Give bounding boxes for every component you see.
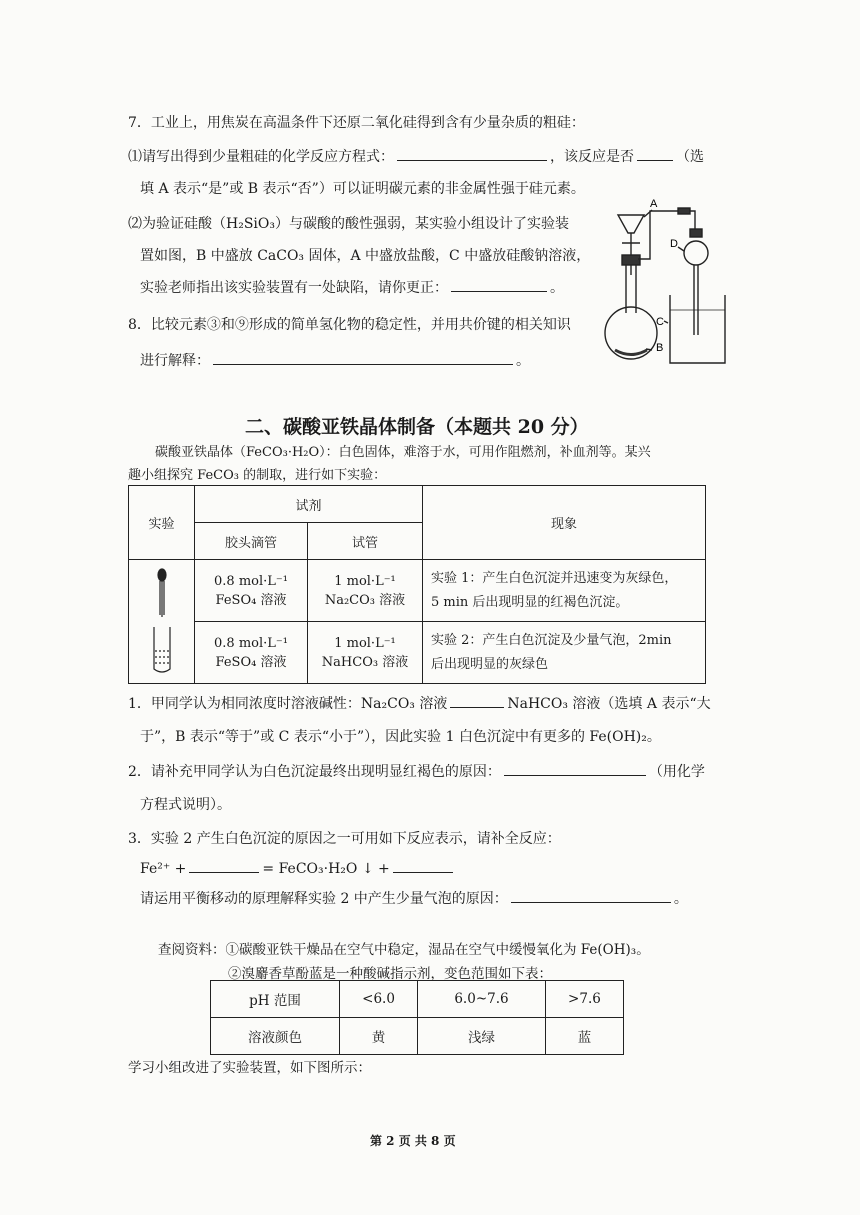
section-intro-1: 碳酸亚铁晶体（FeCO₃·H₂O）：白色固体，难溶于水，可用作阻燃剂，补血剂等。某兴 <box>155 445 651 460</box>
dropper-tube-illustration <box>129 560 195 684</box>
q1-line1: 1．甲同学认为相同浓度时溶液碱性：Na₂CO₃ 溶液 NaHCO₃ 溶液（选填 A 表示“大 <box>128 693 711 713</box>
header-test-tube: 试管 <box>308 523 423 560</box>
answer-blank-q2[interactable] <box>504 761 646 776</box>
q7-part2-line3: 实验老师指出该实验装置有一处缺陷，请你更正： 。 <box>140 277 564 297</box>
header-observation: 现象 <box>423 486 706 560</box>
label-d: D <box>670 238 678 250</box>
dropper-icon <box>147 565 177 675</box>
answer-blank-q8[interactable] <box>213 350 513 365</box>
q7-part1: ⑴请写出得到少量粗硅的化学反应方程式： ，该反应是否 （选 <box>128 146 704 166</box>
closing-line: 学习小组改进了实验装置，如下图所示： <box>128 1060 371 1076</box>
header-experiment: 实验 <box>129 486 195 560</box>
color-low: 黄 <box>340 1018 418 1055</box>
section-intro-2: 趣小组探究 FeCO₃ 的制取，进行如下实验： <box>128 468 387 483</box>
q3-line3: 请运用平衡移动的原理解释实验 2 中产生少量气泡的原因： 。 <box>140 888 688 908</box>
ph-range-low: <6.0 <box>340 981 418 1018</box>
answer-blank-bubbles[interactable] <box>511 888 671 903</box>
connecting-tube <box>638 211 695 259</box>
color-high: 蓝 <box>545 1018 623 1055</box>
reference-2: ②溴麝香草酚蓝是一种酸碱指示剂，变色范围如下表： <box>228 966 552 982</box>
answer-blank-equation[interactable] <box>397 146 547 161</box>
label-c: C <box>656 316 664 328</box>
answer-blank-product[interactable] <box>393 858 453 873</box>
bulb-d <box>684 241 708 265</box>
page-footer: 第 2 页 共 8 页 <box>370 1134 456 1148</box>
color-label: 溶液颜色 <box>211 1018 340 1055</box>
table-row: 1 mol·L⁻¹ NaHCO₃ 溶液 <box>308 622 423 684</box>
q7-part2-line1: ⑵为验证硅酸（H₂SiO₃）与碳酸的酸性强弱，某实验小组设计了实验装 <box>128 216 569 232</box>
q2-line2: 方程式说明）。 <box>140 797 231 813</box>
section-title: 二、碳酸亚铁晶体制备（本题共 20 分） <box>245 416 589 438</box>
table-row: 0.8 mol·L⁻¹ FeSO₄ 溶液 <box>195 622 308 684</box>
answer-blank-reactant[interactable] <box>189 858 259 873</box>
q8-stem: 8．比较元素③和⑨形成的简单氢化物的稳定性，并用共价键的相关知识 <box>128 317 571 333</box>
q3-line1: 3．实验 2 产生白色沉淀的原因之一可用如下反应表示，请补全反应： <box>128 831 561 847</box>
label-b: B <box>656 342 664 354</box>
label-a: A <box>650 198 658 210</box>
q7-stem: 7．工业上，用焦炭在高温条件下还原二氧化硅得到含有少量杂质的粗硅： <box>128 115 585 131</box>
q7-part1-cont: 填 A 表示“是”或 B 表示“否”）可以证明碳元素的非金属性强于硅元素。 <box>140 181 585 197</box>
q3-equation: Fe²⁺ + = FeCO₃·H₂O ↓ + <box>140 858 456 877</box>
experiment-table <box>128 485 706 684</box>
ph-range-mid: 6.0~7.6 <box>418 981 546 1018</box>
color-mid: 浅绿 <box>418 1018 546 1055</box>
q7-part2-line2: 置如图，B 中盛放 CaCO₃ 固体，A 中盛放盐酸，C 中盛放硅酸钠溶液， <box>140 248 591 264</box>
ph-range-high: >7.6 <box>545 981 623 1018</box>
ph-indicator-table <box>210 980 624 1055</box>
observation-1: 实验 1：产生白色沉淀并迅速变为灰绿色， 5 min 后出现明显的红褐色沉淀。 <box>423 560 706 622</box>
answer-blank-yes-no[interactable] <box>637 146 673 161</box>
round-bottom-flask-b <box>605 307 657 359</box>
q2-line1: 2．请补充甲同学认为白色沉淀最终出现明显红褐色的原因： （用化学 <box>128 761 705 781</box>
header-dropper: 胶头滴管 <box>195 523 308 560</box>
reference-1: 查阅资料：①碳酸亚铁干燥品在空气中稳定，湿品在空气中缓慢氧化为 Fe(OH)₃。 <box>158 942 650 958</box>
observation-2: 实验 2：产生白色沉淀及少量气泡，2min 后出现明显的灰绿色 <box>423 622 706 684</box>
header-reagent: 试剂 <box>195 486 423 523</box>
answer-blank-correction[interactable] <box>451 277 547 292</box>
q1-line2: 于”，B 表示“等于”或 C 表示“小于”），因此实验 1 白色沉淀中有更多的 Fe(OH)₂。 <box>140 729 661 745</box>
separatory-funnel-a <box>618 215 644 233</box>
table-row: 0.8 mol·L⁻¹ FeSO₄ 溶液 <box>195 560 308 622</box>
table-row: 1 mol·L⁻¹ Na₂CO₃ 溶液 <box>308 560 423 622</box>
answer-blank-q1[interactable] <box>450 693 504 708</box>
q8-answer-line: 进行解释： 。 <box>140 350 530 370</box>
ph-range-label: pH 范围 <box>211 981 340 1018</box>
apparatus-diagram <box>600 195 740 375</box>
